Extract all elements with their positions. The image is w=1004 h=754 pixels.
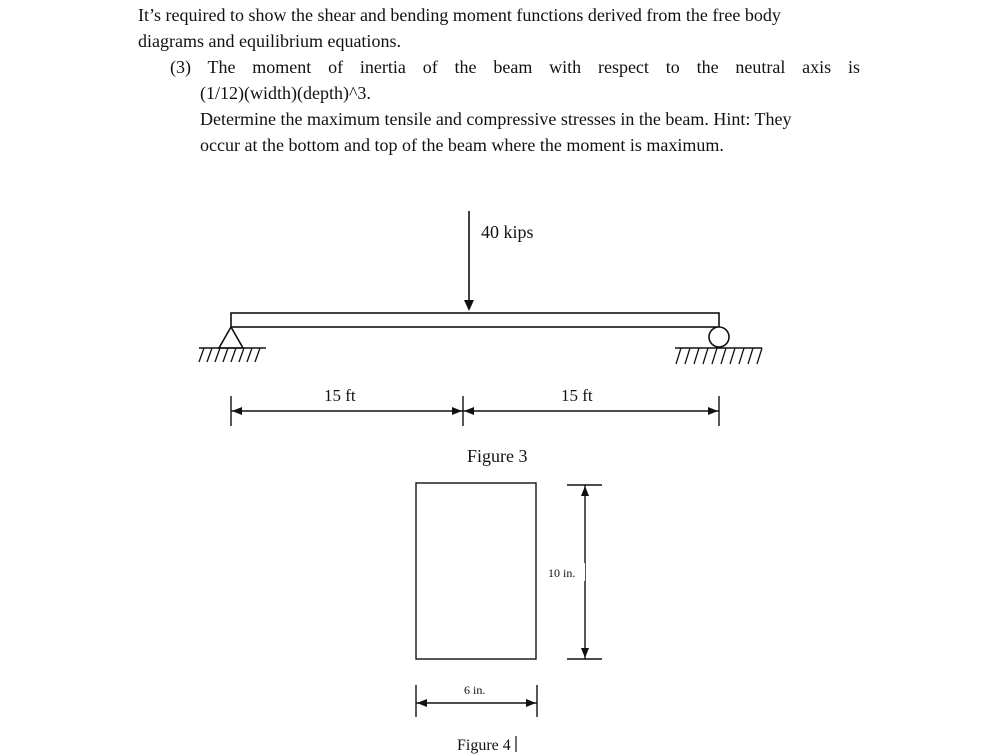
dim-arrow-right-start [464,407,474,415]
load-arrow-head [464,300,474,311]
width-arrow-left [417,699,427,707]
depth-label: 10 in. [548,566,576,580]
roller-support [709,327,729,347]
span-dimension [231,396,719,426]
figure-4 [416,483,602,717]
right-span-label: 15 ft [561,386,593,405]
intro-line-1: It’s required to show the shear and bending moment functions derived from the free body [138,5,781,25]
depth-arrow-top [581,486,589,496]
intro-line-2: diagrams and equilibrium equations. [138,31,401,51]
pin-support [219,327,243,348]
dim-arrow-left-start [232,407,242,415]
beam [231,313,719,327]
width-label: 6 in. [464,683,486,697]
left-span-label: 15 ft [324,386,356,405]
instruction-line-2: occur at the bottom and top of the beam where the moment is maximum. [200,135,724,155]
width-arrow-right [526,699,536,707]
figure-3 [199,211,762,426]
right-ground-hatch [676,348,762,364]
cross-section [416,483,536,659]
depth-arrow-bottom [581,648,589,658]
dim-arrow-left-end [452,407,462,415]
figure-4-caption: Figure 4 [457,737,511,754]
item3-line-2: (1/12)(width)(depth)^3. [200,83,371,103]
instruction-line-1: Determine the maximum tensile and compressive stresses in the beam. Hint: They [200,109,792,129]
dim-arrow-right-end [708,407,718,415]
item3-line-1: (3) The moment of inertia of the beam with respect to the neutral axis is [170,57,860,77]
left-ground-hatch [199,348,260,362]
load-label: 40 kips [481,222,534,242]
figure-3-caption: Figure 3 [467,446,528,466]
